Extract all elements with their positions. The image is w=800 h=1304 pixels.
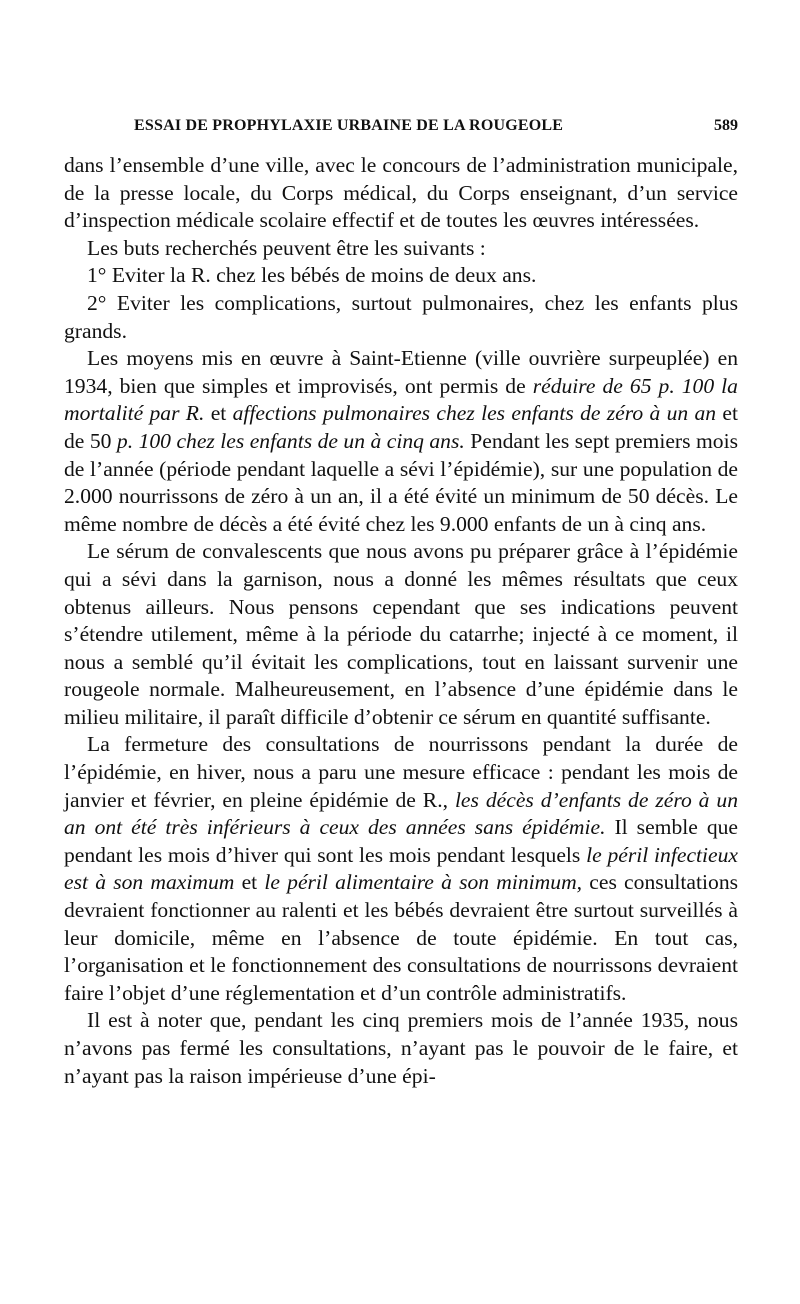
text-run: Pendant les sept premiers mois de l’année (période pendant laquelle a sévi l’épidémie), sur une population de 2.000 nourrissons de zéro à un an, il a été évité un minimum de 50 décès. Le même nombre de décès a été évité chez les 9.000 enfants de un à cinq ans. <box>64 428 738 536</box>
text-run: et <box>204 401 233 426</box>
text-run: Les moyens mis en œuvre à Saint-Etienne (ville ouvrière surpeuplée) en 1934, bien que simples et improvisés, ont permis de <box>64 346 738 398</box>
italic-run: p. 100 chez les enfants de un à cinq ans. <box>116 428 465 453</box>
page-number: 589 <box>714 117 738 134</box>
text-run: 2° Eviter les complications, surtout pulmonaires, chez les enfants plus grands. <box>64 290 738 343</box>
italic-run: affections pulmonaires chez les enfants de zéro à un an <box>232 401 717 426</box>
text-run: ces consultations devraient fonctionner au ralenti et les bébés devraient être surtout surveillés à leur domicile, même en l’absence de toute épidémie. En tout cas, l’organisation et le fonctionnement des consultations de nourrissons devraient faire l’objet d’une réglementation et d’un contrôle administratifs. <box>64 870 739 1005</box>
text-run: La fermeture des consultations de nourrissons pendant la durée de l’épidémie, en hiver, nous a paru une mesure efficace : pendant les mois de janvier et février, en pleine épidémie de R., <box>64 732 738 812</box>
text-run: 1° Eviter la R. chez les bébés de moins de deux ans. <box>87 263 537 288</box>
text-run: Les buts recherchés peuvent être les suivants : <box>87 235 486 260</box>
text-run: Il semble que pendant les mois d’hiver qui sont les mois pendant lesquels <box>64 815 738 867</box>
paragraph-2 <box>64 235 738 263</box>
text-run: dans l’ensemble d’une ville, avec le concours de l’administration municipale, de la presse locale, du Corps médical, du Corps enseignant, d’un service d’inspection médicale scolaire effectif et de toutes les œuvres intéressées. <box>64 153 738 233</box>
italic-run: les décès d’enfants de zéro à un an ont été très inférieurs à ceux des années sans épidémie. <box>64 787 738 840</box>
paragraph-1 <box>64 152 738 235</box>
text-run: Le sérum de convalescents que nous avons pu préparer grâce à l’épidémie qui a sévi dans la garnison, nous a donné les mêmes résultats que ceux obtenus ailleurs. Nous pensons cependant que ses indications peuvent s’étendre utilement, même à la période du catarrhe; injecté à ce moment, il nous a semblé qu’il évitait les complications, tout en laissant survenir une rougeole normale. Malheureusement, en l’absence d’une épidémie dans le milieu militaire, il paraît difficile d’obtenir ce sérum en quantité suffisante. <box>64 539 738 729</box>
page <box>64 112 738 1090</box>
paragraph-4 <box>64 290 738 345</box>
paragraph-5 <box>64 345 738 538</box>
paragraph-7 <box>64 731 738 1007</box>
text-run: Il est à noter que, pendant les cinq premiers mois de l’année 1935, nous n’avons pas fermé les consultations, n’ayant pas le pouvoir de le faire, et n’ayant pas la raison impérieuse d’une épi- <box>64 1008 738 1088</box>
text-run: et de 50 <box>64 401 738 453</box>
text-run: et <box>234 870 265 895</box>
italic-run: le péril alimentaire à son minimum, <box>264 870 583 895</box>
running-title: ESSAI DE PROPHYLAXIE URBAINE DE LA ROUGEOLE <box>134 117 564 134</box>
running-header <box>64 112 738 144</box>
body-text <box>64 152 738 1090</box>
italic-run: le péril infectieux est à son maximum <box>64 842 738 895</box>
paragraph-6 <box>64 538 738 731</box>
paragraph-3 <box>64 262 738 290</box>
paragraph-8 <box>64 1007 738 1090</box>
italic-run: réduire de 65 p. 100 la mortalité par R. <box>64 373 738 426</box>
